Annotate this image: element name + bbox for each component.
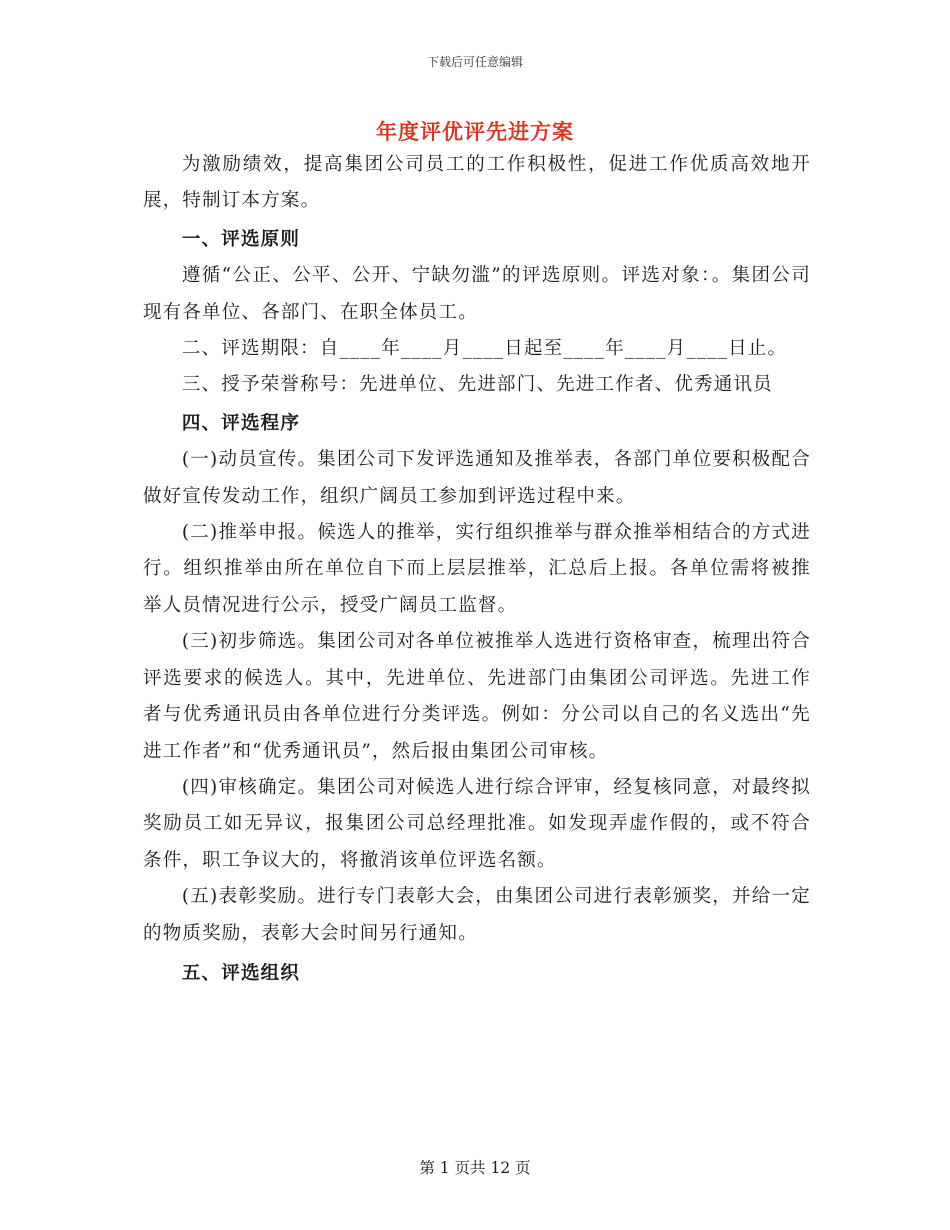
procedure-step-5: (五)表彰奖励。进行专门表彰大会，由集团公司进行表彰颁奖，并给一定的物质奖励，表彰大会时间另行通知。	[143, 886, 811, 944]
honors-paragraph: 三、授予荣誉称号：先进单位、先进部门、先进工作者、优秀通讯员	[181, 374, 773, 396]
section-heading-organization: 五、评选组织	[181, 962, 301, 984]
document-body	[143, 147, 811, 992]
page-footer-pagination: 第 1 页共 12 页	[419, 1159, 531, 1177]
procedure-step-1: (一)动员宣传。集团公司下发评选通知及推举表，各部门单位要积极配合做好宣传发动工作，组织广阔员工参加到评选过程中来。	[143, 449, 811, 507]
intro-paragraph: 为激励绩效，提高集团公司员工的工作积极性，促进工作优质高效地开展，特制订本方案。	[143, 154, 811, 212]
procedure-step-2: (二)推举申报。候选人的推举，实行组织推举与群众推举相结合的方式进行。组织推举由所在单位自下而上层层推举，汇总后上报。各单位需将被推举人员情况进行公示，授受广阔员工监督。	[143, 522, 811, 616]
principles-paragraph: 遵循“公正、公平、公开、宁缺勿滥”的评选原则。评选对象：。集团公司现有各单位、各部门、在职全体员工。	[143, 265, 811, 323]
period-paragraph: 二、评选期限：自____年____月____日起至____年____月____日止。	[181, 338, 788, 360]
section-heading-principles: 一、评选原则	[181, 228, 301, 250]
procedure-step-3: (三)初步筛选。集团公司对各单位被推举人选进行资格审查，梳理出符合评选要求的候选人。其中，先进单位、先进部门由集团公司评选。先进工作者与优秀通讯员由各单位进行分类评选。例如：分公司以自己的名义选出“先进工作者”和“优秀通讯员”，然后报由集团公司审核。	[143, 631, 811, 762]
section-heading-procedure: 四、评选程序	[181, 412, 301, 434]
procedure-step-4: (四)审核确定。集团公司对候选人进行综合评审，经复核同意，对最终拟奖励员工如无异议，报集团公司总经理批准。如发现弄虚作假的，或不符合条件，职工争议大的，将撤消该单位评选名额。	[143, 776, 811, 871]
document-title: 年度评优评先进方案	[376, 119, 574, 144]
page-header-note: 下载后可任意编辑	[426, 55, 523, 69]
